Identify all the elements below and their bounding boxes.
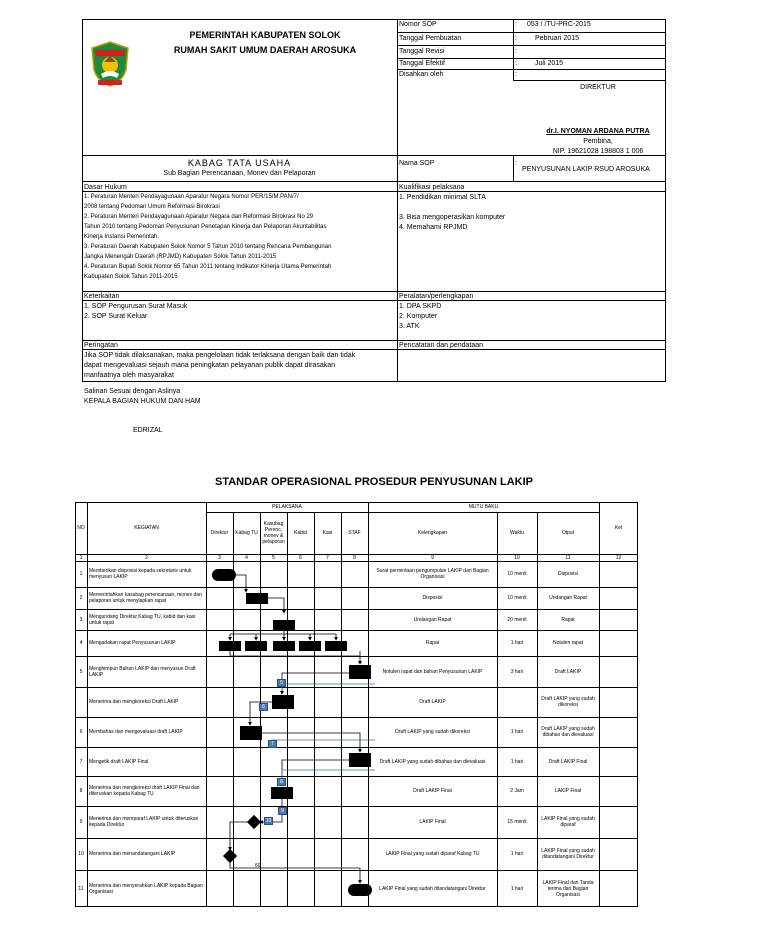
row-kegiatan: Menerima dan menyerahkan LAKIP kepada Bagian Organisasi (89, 882, 203, 895)
dasar-line: 2. Peraturan Menteri Pendayagunaan Aparatur Negara dan Reformasi Birokrasi No 29 (84, 214, 314, 220)
row-number: 8 (79, 788, 83, 794)
row-kegiatan: Mengadakan rapat Penyusunan LAKIP (89, 640, 176, 646)
header-kasi: Kasi (322, 530, 333, 536)
peralatan-label: Peralatan/perlengkapan (399, 293, 474, 300)
dasar-line: 2008 tentang Pedoman Umum Reformasi Birokrasi (84, 204, 220, 210)
process-box (349, 665, 371, 679)
peralatan-line: 1. DPA SKPD (399, 303, 442, 310)
connector-8: 8 (277, 778, 286, 786)
kualifikasi-line: 1. Pendidikan minimal SLTA (399, 194, 486, 201)
row-number: 9 (79, 819, 83, 825)
connector-10: 10 (265, 818, 272, 824)
header-direktur: Direktur (210, 530, 229, 536)
efektif-label: Tanggal Efektif (399, 60, 445, 67)
dasar-line: 1. Peraturan Menteri Pendayagunaan Aparatur Negara Nomor PER/15/M.PAN/7/ (84, 194, 299, 200)
row-waktu: 1 hari (510, 758, 524, 765)
row-output: Draft LAKIP yang sudah dibahas dan dievaluasi (541, 726, 595, 738)
header-kabid: Kabid (294, 530, 307, 536)
row-waktu: 20 menit (507, 616, 527, 623)
row-kelengkapan: Draft LAKIP (419, 699, 446, 705)
row-number: 3 (79, 616, 83, 623)
row-number: 11 (78, 885, 84, 892)
colnum: 4 (245, 554, 248, 561)
header-waktu: Waktu (510, 530, 524, 536)
row-output: Undangan Rapat (549, 595, 587, 601)
row-kegiatan: Menerima dan mengkoreksi Draft LAKIP (89, 699, 179, 705)
unit-subtitle: Sub Bagian Perencanaan, Monev dan Pelaporan (163, 170, 316, 177)
salinan-name: EDRIZAL (133, 427, 163, 434)
row-kelengkapan: Draft LAKIP yang sudah dikoreksi (395, 729, 470, 735)
row-waktu: 10 menit (507, 571, 527, 577)
row-kegiatan: Memerintahkan kasubag perencanaan, monev dan pelaporan untuk menyiapkan rapat (89, 592, 202, 604)
row-kegiatan: Mengetik draft LAKIP Final (89, 758, 149, 765)
row-kegiatan: Menerima dan mengkoreksi draft LAKIP Final dan diteruskan kepada Kabag TU (89, 785, 200, 797)
flow-title: STANDAR OPERASIONAL PROSEDUR PENYUSUNAN LAKIP (214, 476, 533, 488)
row-waktu: 2 Jam (510, 788, 524, 794)
colnum: 9 (431, 554, 434, 561)
header-kelengkapan: Kelengkapan (417, 530, 448, 536)
colon: : (515, 160, 517, 167)
header-kasubag: Kasubag Perenc, monev & pelaporan (262, 521, 285, 545)
process-box (219, 641, 241, 651)
disahkan-label: Disahkan oleh (399, 71, 444, 78)
row-number: 7 (79, 758, 83, 765)
row-kegiatan: Menerima dan memparaf LAKIP untuk diteruskan kepada Direktur (89, 816, 199, 828)
dasar-line: 4. Peraturan Bupati Solok Nomor 65 Tahun 2011 tentang Indikator Kinerja Utama Pemerintah (84, 264, 332, 270)
colnum: 6 (299, 554, 302, 561)
colnum: 8 (353, 554, 356, 561)
row-kegiatan: Membahas dan mengevaluasi draft LAKIP (89, 729, 183, 735)
loop-label: 60 (255, 863, 261, 869)
row-output: LAKIP Final (554, 788, 582, 794)
row-number: 6 (79, 729, 83, 735)
start-terminal (212, 569, 236, 581)
row-kelengkapan: LAKIP Final yang sudah diparaf Kabag TU (385, 851, 480, 857)
dasar-hukum-label: Dasar Hukum (84, 184, 127, 191)
pembuatan-value: Pebruari 2015 (535, 35, 579, 42)
colon: : (515, 48, 517, 55)
keterkaitan-line: 2. SOP Surat Keluar (84, 313, 148, 320)
colon: : (515, 35, 517, 42)
direktur-title: DIREKTUR (580, 84, 616, 91)
row-kelengkapan: Rapat (425, 640, 440, 646)
colnum: 1 (79, 554, 83, 561)
row-kegiatan: Mengundang Direktur,Kabag TU, kabid dan kasi untuk rapat (89, 613, 196, 626)
row-kelengkapan: LAKIP Final (419, 819, 446, 825)
row-kelengkapan: Draft LAKIP Final (413, 788, 452, 794)
nama-sop-value: PENYUSUNAN LAKIP RSUD AROSUKA (522, 166, 650, 173)
end-terminal (348, 884, 372, 896)
row-waktu: 1 hari (510, 851, 524, 857)
peringatan-line: manfaatnya oleh masyarakat (84, 372, 174, 379)
row-number: 10 (78, 851, 84, 857)
colnum: 5 (272, 554, 275, 561)
process-box (299, 641, 321, 651)
process-box (273, 641, 295, 651)
row-output: LAKIP Final dan Tanda terima dari Bagian Organisasi (542, 879, 594, 898)
header-ket: Ket (614, 525, 623, 531)
process-box (240, 726, 262, 740)
kualifikasi-label: Kualifikasi pelaksana (399, 184, 465, 191)
row-output: Disposisi (557, 571, 578, 577)
colnum: 2 (145, 554, 148, 561)
colon: : (515, 21, 517, 28)
colnum: 3 (218, 554, 221, 561)
header-mutu-baku: MUTU BAKU (468, 504, 499, 510)
row-number: 2 (79, 595, 83, 601)
row-waktu: 1 hari (510, 885, 524, 892)
process-box (273, 620, 295, 631)
peralatan-line: 3. ATK (399, 323, 420, 330)
peralatan-line: 2. Komputer (399, 313, 438, 320)
header-kegiatan: KEGIATAN (134, 525, 159, 531)
row-kegiatan: Memberikan disposisi kepada sekretaris untuk menyusun LAKIP (89, 568, 192, 580)
hospital-title: RUMAH SAKIT UMUM DAERAH AROSUKA (173, 45, 357, 55)
row-waktu: 15 menit (507, 819, 527, 825)
direktur-rank: Pembina, (583, 138, 613, 145)
peringatan-label: Peringatan (84, 342, 118, 349)
header-staf: STAF (348, 530, 361, 536)
row-kelengkapan: Surat permintaan pengumpulan LAKIP dari Bagian Organisasi (376, 568, 489, 580)
colnum: 10 (514, 554, 520, 561)
pencatatan-label: Pencatatan dan pendataan (399, 342, 484, 349)
revisi-label: Tanggal Revisi (399, 48, 445, 55)
pembuatan-label: Tanggal Pembuatan (399, 35, 462, 42)
salinan-line1: Salinan Sesuai dengan Aslinya (84, 388, 181, 395)
row-output: LAKIP Final yang sudah diparaf (541, 816, 595, 828)
header-no: NO (77, 525, 85, 531)
nama-sop-label: Nama SOP (399, 160, 435, 167)
dasar-line: Jangka Menengah Daerah (RPJMD) Kabupaten Solok Tahun 2011-2015 (84, 254, 277, 260)
colnum: 7 (326, 554, 329, 561)
peringatan-line: Jika SOP tidak dilaksanakan, maka pengelolaan tidak terlaksana dengan baik dan tidak (84, 352, 356, 359)
row-output: Draft LAKIP (554, 668, 582, 675)
keterkaitan-line: 1. SOP Pengurusan Surat Masuk (84, 303, 188, 310)
unit-title: KABAG TATA USAHA (187, 158, 292, 168)
kualifikasi-line: 3. Bisa mengoperasikan komputer (399, 214, 506, 221)
connector-9: 9 (278, 807, 287, 815)
dasar-line: Tahun 2010 tentang Pedoman Penyusunan Penetapan Kinerja dan Pelaporan Akuntabilitas (84, 224, 327, 230)
dasar-line: 3. Peraturan Daerah Kabupaten Solok Nomor 5 Tahun 2010 tentang Rencana Pembangunan (84, 244, 332, 250)
connector-7: 7 (268, 740, 277, 748)
nomor-value: 053 / /TU-PRC-2015 (527, 21, 591, 28)
row-output: Notulen rapat (552, 640, 584, 646)
process-box (271, 787, 293, 799)
dasar-line: Kinerja Instansi Pemerintah. (84, 234, 160, 240)
header-output: Otput (561, 530, 575, 536)
header-kabag: Kabag TU (235, 530, 258, 536)
row-number: 5 (79, 668, 83, 675)
row-output: Draft LAKIP Final (548, 758, 588, 765)
colon: : (515, 71, 517, 78)
connector-6: 6 (259, 703, 268, 711)
process-box (246, 593, 268, 604)
gov-title: PEMERINTAH KABUPATEN SOLOK (189, 30, 341, 40)
keterkaitan-label: Keterkaitan (84, 293, 120, 300)
process-box (272, 695, 294, 709)
salinan-line2: KEPALA BAGIAN HUKUM DAN HAM (84, 398, 201, 405)
row-kelengkapan: LAKIP Final yang sudah ditandatangani Direktur (379, 885, 486, 892)
row-waktu: 10 menit (507, 595, 527, 601)
row-number: 4 (79, 640, 83, 646)
dasar-line: Kabupaten Solok Tahun 2011-2015 (84, 274, 178, 280)
connector-5: 5 (277, 679, 286, 687)
efektif-value: Juli 2015 (535, 60, 564, 67)
row-kelengkapan: Undangan Rapat (413, 616, 452, 623)
row-waktu: 1 hari (510, 640, 524, 646)
direktur-nip: NIP. 19621028 198803 1 006 (552, 148, 644, 155)
peringatan-line: dapat mengevaluasi sejauh mana peningkatan pelayanan publik dapat dirasakan (84, 362, 336, 369)
header-pelaksana: PELAKSANA (272, 504, 302, 510)
row-output: LAKIP Final yang sudah ditandatangani Direktur (541, 848, 595, 860)
colnum: 12 (615, 554, 622, 561)
row-waktu: 1 hari (510, 729, 524, 735)
process-box (245, 641, 267, 651)
row-output: Rapat (561, 616, 575, 623)
row-output: Draft LAKIP yang sudah dikoreksi (541, 696, 595, 708)
process-box (349, 753, 371, 767)
direktur-name: dr.I. NYOMAN ARDANA PUTRA (546, 128, 650, 135)
nomor-label: Nomor SOP (399, 21, 437, 28)
row-waktu: 3 hari (510, 668, 524, 675)
row-kegiatan: Menghimpun Bahan LAKIP dan menyusun Draft LAKIP (89, 665, 196, 678)
row-kelengkapan: Notulen rapat dan bahan Penyusunan LAKIP (382, 668, 483, 675)
row-kegiatan: Menerima dan menandatangani LAKIP (89, 851, 176, 857)
row-kelengkapan: Disposisi (422, 595, 443, 601)
colnum: 11 (565, 554, 571, 561)
colon: : (515, 60, 517, 67)
row-kelengkapan: Draft LAKIP yang sudah dibahas dan dievaluasi (379, 758, 486, 765)
row-number: 1 (79, 571, 83, 577)
kualifikasi-line: 4. Memahami RPJMD (399, 224, 468, 231)
process-box (325, 641, 347, 651)
